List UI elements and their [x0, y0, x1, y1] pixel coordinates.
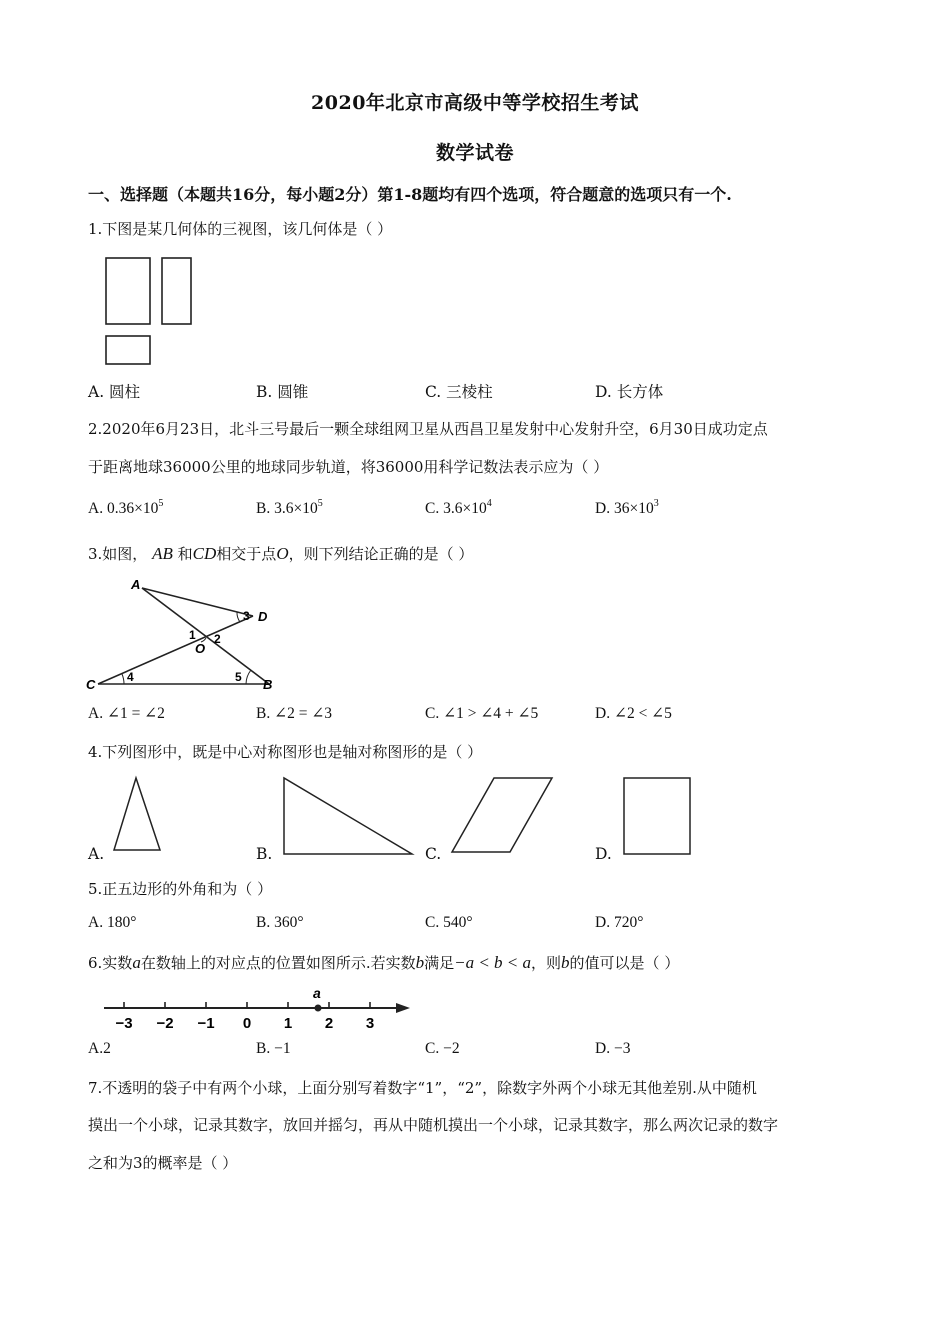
- parallelogram-outline: [452, 778, 552, 852]
- q2-option-c: C. $3.6\times 10^4$: [425, 498, 492, 517]
- q1-option-a: A. 圆柱: [88, 383, 141, 401]
- point-a-dot: [315, 1005, 322, 1012]
- q3-option-d: D. ∠2 < ∠5: [595, 705, 672, 722]
- square-outline: [624, 778, 690, 854]
- q4-option-d: D.: [595, 845, 612, 863]
- q3-option-c: C. ∠1 > ∠4 + ∠5: [425, 705, 539, 722]
- q5-option-a: A. 180°: [88, 914, 137, 931]
- q6-option-a: A.2: [88, 1040, 111, 1057]
- label-angle-5: 5: [235, 670, 242, 684]
- label-angle-2: 2: [214, 632, 221, 646]
- right-triangle-outline: [284, 778, 412, 854]
- q2-option-d: D. $36\times 10^3$: [595, 498, 659, 517]
- q5-option-c: C. 540°: [425, 914, 473, 931]
- number-line-tick-label: 0: [242, 1015, 252, 1032]
- number-line-tick-label: −2: [156, 1015, 174, 1032]
- question-5-stem: 5.正五边形的外角和为（ ）: [88, 880, 273, 898]
- square-shape: [620, 774, 696, 858]
- question-7-line3: 之和为3的概率是（ ）: [88, 1154, 238, 1172]
- intersecting-lines-figure: [82, 572, 282, 696]
- q6-option-d: D. −3: [595, 1040, 631, 1057]
- section-heading: 一、选择题（本题共16分，每小题2分）第1-8题均有四个选项，符合题意的选项只有一个.: [88, 185, 732, 204]
- q5-option-b: B. 360°: [256, 914, 304, 931]
- number-line-tick-label: 3: [365, 1015, 375, 1032]
- angle-4-arc: [122, 674, 124, 684]
- q6-option-b: B. −1: [256, 1040, 291, 1057]
- angle-3-arc: [237, 612, 240, 622]
- triangle-outline: [114, 778, 160, 850]
- question-7-line2: 摸出一个小球，记录其数字，放回并摇匀，再从中随机摸出一个小球，记录其数字，那么两次记录的数字: [88, 1116, 779, 1134]
- paper-subtitle: 数学试卷: [435, 142, 514, 164]
- right-triangle-shape: [278, 772, 418, 858]
- number-line-figure: [98, 980, 418, 1034]
- q6-option-c: C. −2: [425, 1040, 460, 1057]
- question-7-line1: 7.不透明的袋子中有两个小球，上面分别写着数字“1”，“2”，除数字外两个小球无其他差别.从中随机: [88, 1079, 757, 1097]
- q3-option-b: B. ∠2 = ∠3: [256, 705, 333, 722]
- point-a-label: a: [313, 985, 321, 1001]
- q4-option-b: B.: [256, 845, 273, 863]
- question-2-stem-line1: 2.2020年6月23日，北斗三号最后一颗全球组网卫星从西昌卫星发射中心发射升空，6月30日成功定点: [88, 420, 768, 438]
- question-6-stem: 6.实数a在数轴上的对应点的位置如图所示.若实数b满足−a < b < a，则b的值可以是（ ）: [88, 953, 680, 972]
- segment-cd: [98, 616, 253, 684]
- segment-ad: [142, 588, 253, 616]
- label-angle-1: 1: [189, 628, 196, 642]
- number-line-tick-label: −3: [115, 1015, 133, 1032]
- label-angle-4: 4: [127, 670, 134, 684]
- label-point-b: B: [263, 677, 273, 692]
- question-1-stem: 1.下图是某几何体的三视图，该几何体是（ ）: [88, 220, 393, 238]
- isosceles-triangle-shape: [108, 772, 168, 856]
- front-view: [106, 258, 150, 324]
- side-view: [162, 258, 191, 324]
- label-angle-3: 3: [243, 609, 250, 623]
- number-line-tick-label: 1: [283, 1015, 293, 1032]
- question-4-stem: 4.下列图形中，既是中心对称图形也是轴对称图形的是（ ）: [88, 743, 483, 761]
- question-3-stem: 3.如图， AB 和CD相交于点O，则下列结论正确的是（ ）: [88, 544, 474, 563]
- label-point-a: A: [131, 577, 141, 592]
- q5-option-d: D. 720°: [595, 914, 644, 931]
- q1-option-d: D. 长方体: [595, 383, 664, 401]
- question-2-stem-line2: 于距离地球36000公里的地球同步轨道，将36000用科学记数法表示应为（ ）: [88, 458, 609, 476]
- exam-title: 2020年北京市高级中等学校招生考试: [311, 92, 639, 114]
- number-line-tick-label: 2: [324, 1015, 334, 1032]
- number-line-arrow: [396, 1003, 410, 1013]
- angle-5-arc: [246, 670, 251, 684]
- q2-option-b: B. $3.6\times 10^5$: [256, 498, 323, 517]
- number-line-tick-label: −1: [197, 1015, 215, 1032]
- q3-option-a: A. ∠1 = ∠2: [88, 705, 165, 722]
- parallelogram-shape: [448, 772, 558, 858]
- q4-option-a: A.: [88, 845, 105, 863]
- q1-option-c: C. 三棱柱: [425, 383, 493, 401]
- q1-option-b: B. 圆锥: [256, 383, 309, 401]
- label-point-o: O: [195, 641, 206, 656]
- q4-option-c: C.: [425, 845, 442, 863]
- q2-option-a: A. $0.36\times 10^5$: [88, 498, 164, 517]
- top-view: [106, 336, 150, 364]
- label-point-c: C: [86, 677, 96, 692]
- number-line-ticks: [115, 1002, 374, 1032]
- three-view-figure: [100, 252, 200, 370]
- label-point-d: D: [258, 609, 268, 624]
